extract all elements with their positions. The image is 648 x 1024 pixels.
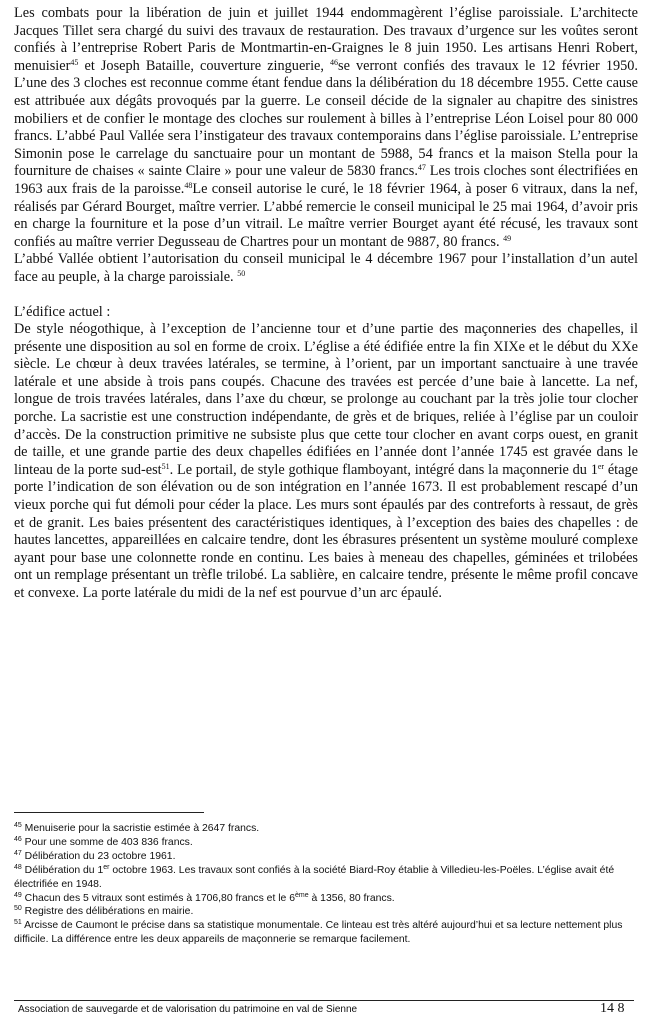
footnote-51: $^{51}$ Arcisse de Caumont le précise dans sa statistique monumentale. Ce linteau est très altéré aujourd’hui et sa lecture nettement plus difficile. La différence entre les deux appareils de maçonnerie se remarque facilement. [14,919,623,946]
footer-association: Association de sauvegarde et de valorisation du patrimoine en val de Sienne [18,1004,358,1015]
section-heading: L’édifice actuel : [14,303,111,320]
footnote-ref-50: 50 [237,268,246,278]
page-number: 14 8 [600,1001,625,1016]
footnote-49: $^{49}$ Chacun des 5 vitraux sont estimés à 1706,80 francs et le 6ème à 1356, 80 francs. [14,891,395,904]
footnote-ref-47: 47 [417,163,426,173]
ordinal-er: er [597,461,605,471]
footnote-ref-45: 45 [70,57,79,67]
footnotes [14,822,634,947]
footnote-45: $^{45}$ Menuiserie pour la sacristie estimée à 2647 francs. [14,822,260,834]
footnote-ref-46: 46 [330,57,339,67]
footnote-ref-49: 49 [503,233,512,243]
paragraph-description: De style néogothique, à l’exception de l’ancienne tour et d’une partie des maçonneries des chapelles, il présente une disposition au sol en forme de croix. L’église a été édifiée entre la fin XIXe et le début du XXe siècle. Le chœur à deux travées latérales, se termine, à l’orient, par un important sanctuaire à une travée latérale et une abside à trois pans coupés. Chacune des travées est percée d’une baie à lancette. La nef, longue de trois travées latérales, dans l’axe du chœur, se prolonge au couchant par la très jolie tour clocher porche. La sacristie est une construction indépendante, de grès et de briques, reliée à l’église par un couloir d’accès. De la construction primitive ne subsiste plus que cette tour clocher en avant corps ouest, en granit de taille, et une grande partie des deux chapelles édifiées en l’année dont l’année 1745 est gravée dans le linteau de la porte sud-est$^{51}$. Le portail, de style gothique flamboyant, intégré dans la maçonnerie du 1er étage porte l’indication de son élévation ou de son intégration en l’année 1673. Il est probablement rescapé d’un vieux porche qui fut démoli pour céder la place. Les murs sont épaulés par des contreforts à ressaut, de grès et de granit. Les baies présentent des caractéristiques identiques, à l’exception des baies des chapelles : de hautes lancettes, appareillées en calcaire tendre, dont les ébrasures présentent un système mouluré complexe ayant pour base une colonnette ronde en continu. Les baies à meneau des chapelles, géminées et trilobées ont un remplage présentant un trèfle trilobé. La sablière, en calcaire tendre, présente le même profil concave et convexe. La porte latérale du midi de la nef est pourvue d’un arc épaulé. [14,321,638,601]
footnote-46: $^{46}$ Pour une somme de 403 836 francs. [14,835,193,848]
body-text [14,5,638,603]
footnotes-separator [14,812,204,813]
footer-separator [14,1000,634,1001]
footnote-47: $^{47}$ Délibération du 23 octobre 1961. [14,849,176,862]
paragraph-gap [14,287,638,304]
paragraph-altar: L’abbé Vallée obtient l’autorisation du conseil municipal le 4 décembre 1967 pour l’installation d’un autel face au peuple, à la charge paroissiale. $^{50}$ [14,251,638,285]
footnote-50: $^{50}$ Registre des délibérations en mairie. [14,905,194,918]
footnote-ref-51: 51 [161,461,170,471]
footnote-ref-48: 48 [184,180,193,190]
footnote-48: $^{48}$ Délibération du 1er octobre 1963. Les travaux sont confiés à la société Biard-Roy établie à Villedieu-les-Poëles. L’église avait été électrifiée en 1948. [14,863,615,890]
paragraph-restoration: Les combats pour la libération de juin et juillet 1944 endommagèrent l’église paroissiale. L’architecte Jacques Tillet sera chargé du suivi des travaux de restauration. Des travaux d’urgence sur les voûtes seront confiés à l’entreprise Robert Paris de Montmartin-en-Graignes le 8 juin 1950. Les artisans Henri Robert, menuisier$^{45}$ et Joseph Bataille, couverture zinguerie, $^{46}$se verront confiés des travaux le 12 février 1950. L’une des 3 cloches est reconnue comme étant fendue dans la délibération du 18 décembre 1955. Cette cause est attribuée aux dégâts provoqués par la guerre. Le conseil décide de la signaler au chapitre des sinistres mobiliers et de confier le montage des cloches sur roulement à billes à l’entreprise Léon Loisel pour 80 000 francs. L’abbé Paul Vallée sera l’instigateur des travaux contemporains dans l’église paroissiale. L’entreprise Simonin pose le carrelage du sanctuaire pour un montant de 5988, 54 francs et la maison Stella pour la fourniture de chaises « sainte Claire » pour une valeur de 5830 francs.$^{47}$ Les trois cloches sont électrifiées en 1963 aux frais de la paroisse.$^{48}$Le conseil autorise le curé, le 18 février 1964, à poser 6 vitraux, dans la nef, réalisés par Gérard Bourget, maître verrier. L’abbé remercie le conseil municipal le 25 mai 1964, d’avoir pris en charge la fourniture et la pose d’un vitrail. Le maître verrier Bourget ayant été récusé, les travaux sont confiés au maître verrier Degusseau de Chartres pour un montant de 9887, 80 francs. $^{49}$ [14,5,639,250]
